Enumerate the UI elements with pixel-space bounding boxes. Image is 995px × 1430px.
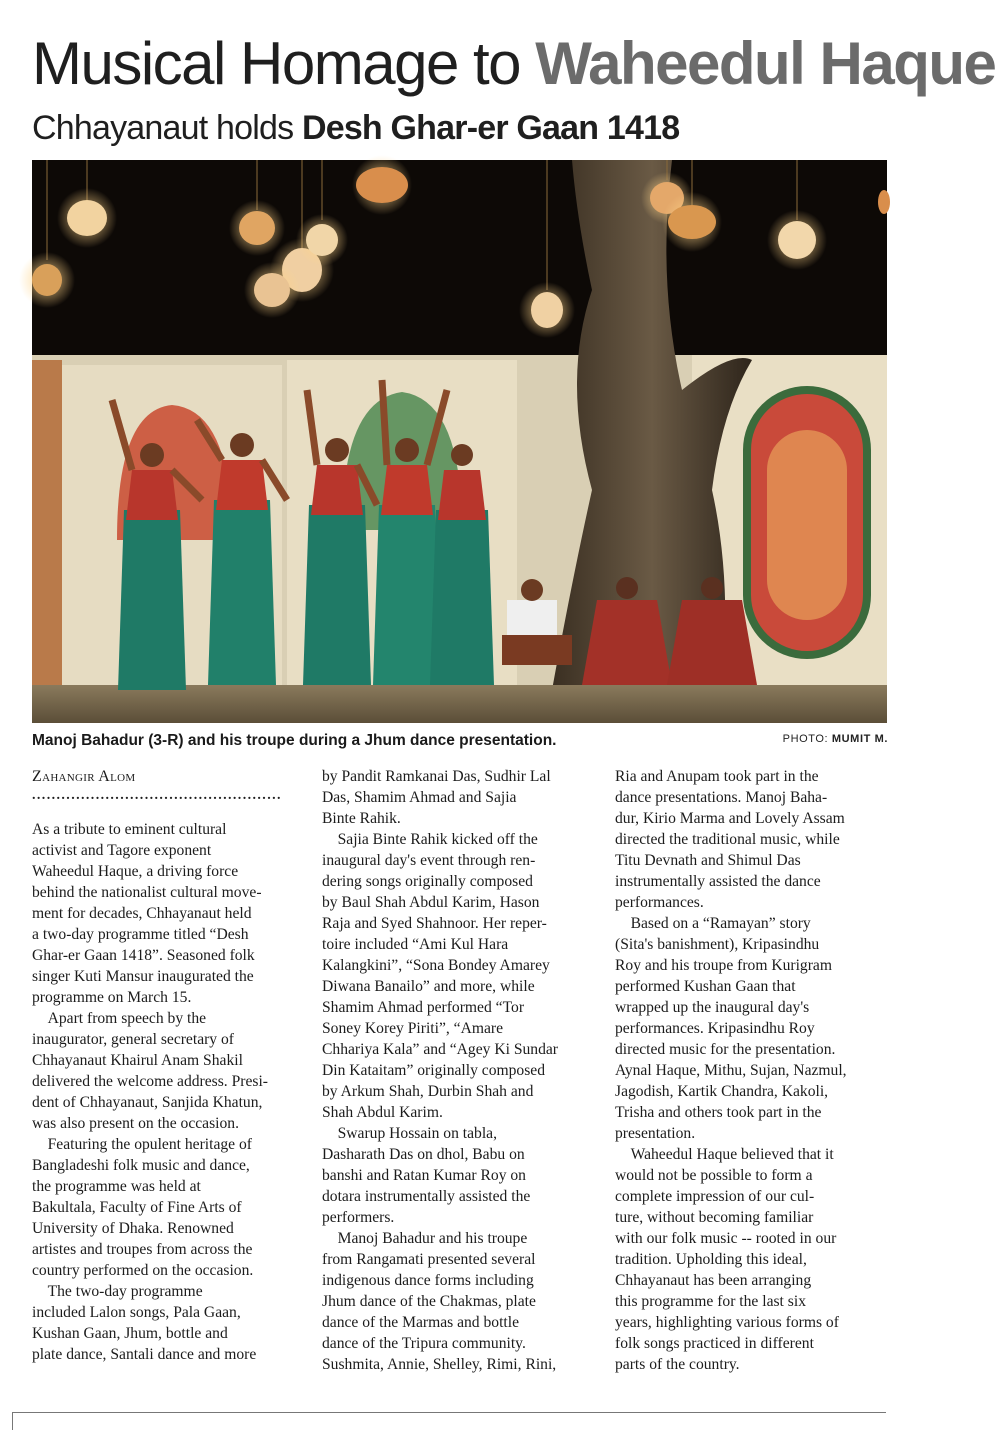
- article-text-line: ture, without becoming familiar: [615, 1209, 814, 1226]
- article-text-line: parts of the country.: [615, 1356, 740, 1373]
- dance-photo: [32, 160, 887, 723]
- article-text-line: Trisha and others took part in the: [615, 1104, 822, 1121]
- article-text-line: toire included “Ami Kul Hara: [322, 936, 509, 953]
- article-text-line: by Arkum Shah, Durbin Shah and: [322, 1083, 534, 1100]
- article-text-line: performed Kushan Gaan that: [615, 978, 796, 995]
- article-text-line: with our folk music -- rooted in our: [615, 1230, 837, 1247]
- article-text-line: was also present on the occasion.: [32, 1115, 239, 1132]
- headline-bold: Waheedul Haque: [535, 30, 995, 97]
- article-text-line: Manoj Bahadur and his troupe: [322, 1230, 528, 1247]
- article-text-line: directed the traditional music, while: [615, 831, 840, 848]
- article-text-line: artistes and troupes from across the: [32, 1241, 253, 1258]
- article-text-line: dance presentations. Manoj Baha-: [615, 789, 828, 806]
- subheadline: [32, 106, 912, 150]
- article-text-line: a two-day programme titled “Desh: [32, 926, 249, 943]
- article-text-line: Shah Abdul Karim.: [322, 1104, 443, 1121]
- article-text-line: Dasharath Das on dhol, Babu on: [322, 1146, 525, 1163]
- article-text-line: indigenous dance forms including: [322, 1272, 534, 1289]
- headline-regular: Musical Homage to: [32, 30, 536, 97]
- article-text-line: Soney Korey Piriti”, “Amare: [322, 1020, 504, 1037]
- article-text-line: Ghar-er Gaan 1418”. Seasoned folk: [32, 947, 255, 964]
- article-text-line: Jagodish, Kartik Chandra, Kakoli,: [615, 1083, 829, 1100]
- article-text-line: Jhum dance of the Chakmas, plate: [322, 1293, 536, 1310]
- article-text-line: presentation.: [615, 1125, 696, 1142]
- article-text-line: Roy and his troupe from Kurigram: [615, 957, 832, 974]
- article-text-line: complete impression of our cul-: [615, 1188, 815, 1205]
- subhead-regular: Chhayanaut holds: [32, 109, 302, 147]
- article-text-line: Waheedul Haque, a driving force: [32, 863, 239, 880]
- article-text-line: dering songs originally composed: [322, 873, 533, 890]
- article-text-line: would not be possible to form a: [615, 1167, 813, 1184]
- article-text-line: Chhariya Kala” and “Agey Ki Sundar: [322, 1041, 558, 1058]
- article-column-2: [322, 766, 597, 1375]
- article-text-line: Das, Shamim Ahmad and Sajia: [322, 789, 517, 806]
- article-text-line: activist and Tagore exponent: [32, 842, 212, 859]
- article-text-line: tradition. Upholding this ideal,: [615, 1251, 807, 1268]
- article-text-line: dance of the Marmas and bottle: [322, 1314, 520, 1331]
- article-text-line: Din Kataitam” originally composed: [322, 1062, 546, 1079]
- photo-credit: [783, 733, 888, 745]
- article-text-line: Raja and Syed Shahnoor. Her reper-: [322, 915, 547, 932]
- article-text-line: performances.: [615, 894, 704, 911]
- article-text-line: this programme for the last six: [615, 1293, 806, 1310]
- article-text-line: by Baul Shah Abdul Karim, Hason: [322, 894, 540, 911]
- article-text-line: by Pandit Ramkanai Das, Sudhir Lal: [322, 768, 551, 785]
- article-text-line: University of Dhaka. Renowned: [32, 1220, 234, 1237]
- page-bottom-rule-tick: [12, 1412, 13, 1430]
- article-text-line: Featuring the opulent heritage of: [32, 1136, 252, 1153]
- article-text-line: Bangladeshi folk music and dance,: [32, 1157, 250, 1174]
- column-1-body: [32, 819, 307, 1365]
- article-text-line: performances. Kripasindhu Roy: [615, 1020, 815, 1037]
- article-text-line: Based on a “Ramayan” story: [615, 915, 811, 932]
- article-text-line: Aynal Haque, Mithu, Sujan, Nazmul,: [615, 1062, 847, 1079]
- byline-rule: ...................................................: [32, 788, 282, 803]
- article-text-line: instrumentally assisted the dance: [615, 873, 821, 890]
- article-text-line: Kushan Gaan, Jhum, bottle and: [32, 1325, 228, 1342]
- photo-credit-name: MUMIT M.: [831, 733, 888, 745]
- article-text-line: Shamim Ahmad performed “Tor: [322, 999, 525, 1016]
- headline: [32, 28, 995, 100]
- article-text-line: As a tribute to eminent cultural: [32, 821, 227, 838]
- subhead-bold: Desh Ghar-er Gaan 1418: [301, 109, 680, 147]
- article-text-line: dur, Kirio Marma and Lovely Assam: [615, 810, 845, 827]
- article-text-line: Sushmita, Annie, Shelley, Rimi, Rini,: [322, 1356, 557, 1373]
- article-text-line: years, highlighting various forms of: [615, 1314, 839, 1331]
- photo-caption: Manoj Bahadur (3-R) and his troupe during a Jhum dance presentation.: [32, 732, 557, 749]
- article-text-line: included Lalon songs, Pala Gaan,: [32, 1304, 241, 1321]
- article-text-line: inaugural day's event through ren-: [322, 852, 536, 869]
- article-text-line: Chhayanaut has been arranging: [615, 1272, 812, 1289]
- article-text-line: dance of the Tripura community.: [322, 1335, 526, 1352]
- article-text-line: the programme was held at: [32, 1178, 201, 1195]
- article-text-line: directed music for the presentation.: [615, 1041, 836, 1058]
- photo-credit-label: PHOTO:: [782, 733, 832, 745]
- byline: Zahangir Alom: [32, 768, 136, 785]
- article-text-line: Titu Devnath and Shimul Das: [615, 852, 801, 869]
- article-text-line: programme on March 15.: [32, 989, 192, 1006]
- article-text-line: plate dance, Santali dance and more: [32, 1346, 257, 1363]
- article-text-line: behind the nationalist cultural move-: [32, 884, 262, 901]
- column-2-body: [322, 766, 597, 1375]
- article-text-line: Ria and Anupam took part in the: [615, 768, 819, 785]
- article-text-line: inaugurator, general secretary of: [32, 1031, 234, 1048]
- article-text-line: from Rangamati presented several: [322, 1251, 536, 1268]
- article-text-line: folk songs practiced in different: [615, 1335, 814, 1352]
- page-bottom-rule: [12, 1412, 886, 1413]
- article-text-line: banshi and Ratan Kumar Roy on: [322, 1167, 526, 1184]
- article-text-line: The two-day programme: [32, 1283, 203, 1300]
- article-text-line: Waheedul Haque believed that it: [615, 1146, 834, 1163]
- column-3-body: [615, 766, 890, 1375]
- article-text-line: delivered the welcome address. Presi-: [32, 1073, 268, 1090]
- article-text-line: Binte Rahik.: [322, 810, 401, 827]
- article-text-line: country performed on the occasion.: [32, 1262, 254, 1279]
- article-text-line: Kalangkini”, “Sona Bondey Amarey: [322, 957, 550, 974]
- article-text-line: wrapped up the inaugural day's: [615, 999, 810, 1016]
- article-text-line: dent of Chhayanaut, Sanjida Khatun,: [32, 1094, 263, 1111]
- article-column-3: [615, 766, 890, 1375]
- article-text-line: singer Kuti Mansur inaugurated the: [32, 968, 254, 985]
- article-text-line: ment for decades, Chhayanaut held: [32, 905, 252, 922]
- article-text-line: Apart from speech by the: [32, 1010, 207, 1027]
- article-column-1: [32, 766, 307, 1365]
- article-text-line: performers.: [322, 1209, 395, 1226]
- article-text-line: Bakultala, Faculty of Fine Arts of: [32, 1199, 242, 1216]
- article-text-line: (Sita's banishment), Kripasindhu: [615, 936, 820, 953]
- article-text-line: Swarup Hossain on tabla,: [322, 1125, 497, 1142]
- article-text-line: Sajia Binte Rahik kicked off the: [322, 831, 538, 848]
- article-text-line: Diwana Banailo” and more, while: [322, 978, 535, 995]
- article-text-line: dotara instrumentally assisted the: [322, 1188, 531, 1205]
- article-text-line: Chhayanaut Khairul Anam Shakil: [32, 1052, 243, 1069]
